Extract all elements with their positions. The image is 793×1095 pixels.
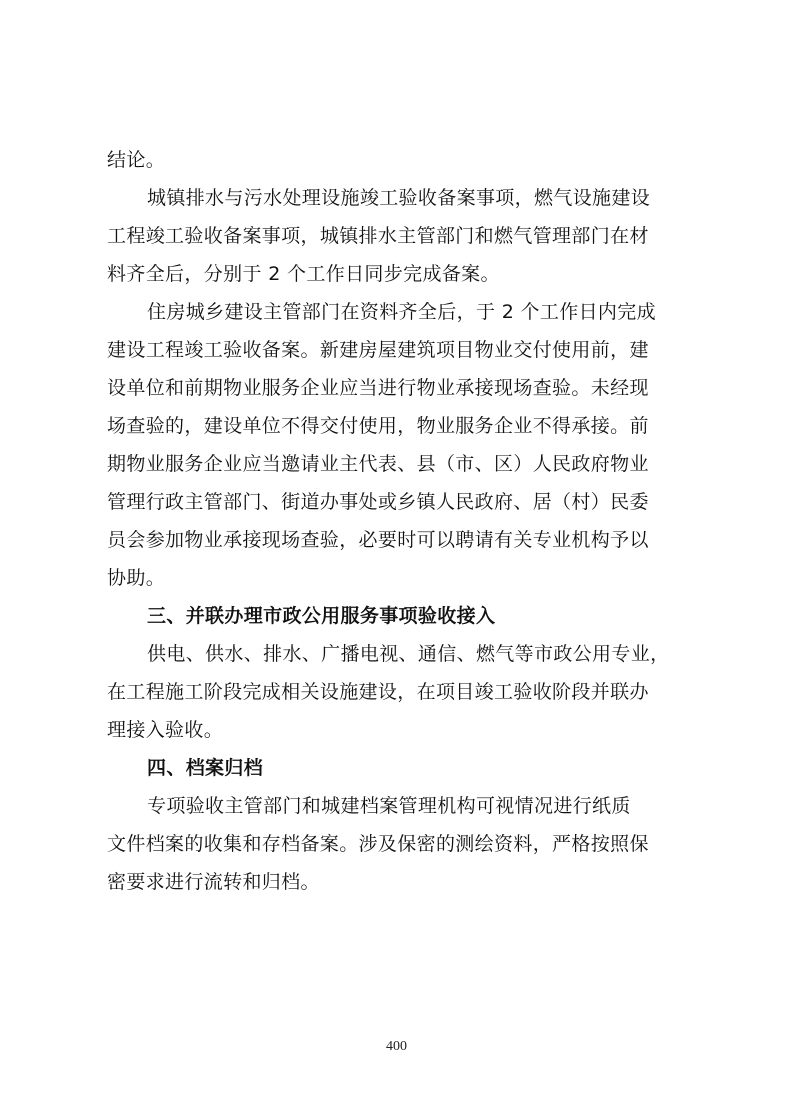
body-text-line: 员会参加物业承接现场查验，必要时可以聘请有关专业机构予以 <box>107 529 649 551</box>
body-text-line: 建设工程竣工验收备案。新建房屋建筑项目物业交付使用前，建 <box>107 339 649 361</box>
body-text-line: 协助。 <box>107 567 166 589</box>
body-text-line: 理接入验收。 <box>107 719 224 741</box>
body-text-line: 工程竣工验收备案事项，城镇排水主管部门和燃气管理部门在材 <box>107 225 649 247</box>
body-text-line: 文件档案的收集和存档备案。涉及保密的测绘资料，严格按照保 <box>107 833 649 855</box>
page-number: 400 <box>386 1039 407 1054</box>
paragraph-first-line: 专项验收主管部门和城建档案管理机构可视情况进行纸质 <box>147 795 631 817</box>
body-text-line: 结论。 <box>107 149 166 171</box>
body-text-line: 场查验的，建设单位不得交付使用，物业服务企业不得承接。前 <box>107 415 649 437</box>
body-text-line: 料齐全后，分别于 2 个工作日同步完成备案。 <box>107 263 500 285</box>
paragraph-first-line: 供电、供水、排水、广播电视、通信、燃气等市政公用专业， <box>147 643 670 665</box>
body-text-line: 设单位和前期物业服务企业应当进行物业承接现场查验。未经现 <box>107 377 649 399</box>
body-text-line: 密要求进行流转和归档。 <box>107 871 320 893</box>
paragraph-first-line: 城镇排水与污水处理设施竣工验收备案事项，燃气设施建设 <box>147 187 651 209</box>
section-heading: 三、并联办理市政公用服务事项验收接入 <box>147 605 496 627</box>
body-text-line: 期物业服务企业应当邀请业主代表、县（市、区）人民政府物业 <box>107 453 649 475</box>
section-heading: 四、档案归档 <box>147 757 264 779</box>
body-text-line: 管理行政主管部门、街道办事处或乡镇人民政府、居（村）民委 <box>107 491 649 513</box>
body-text-line: 在工程施工阶段完成相关设施建设，在项目竣工验收阶段并联办 <box>107 681 649 703</box>
paragraph-first-line: 住房城乡建设主管部门在资料齐全后，于 2 个工作日内完成 <box>147 301 656 323</box>
